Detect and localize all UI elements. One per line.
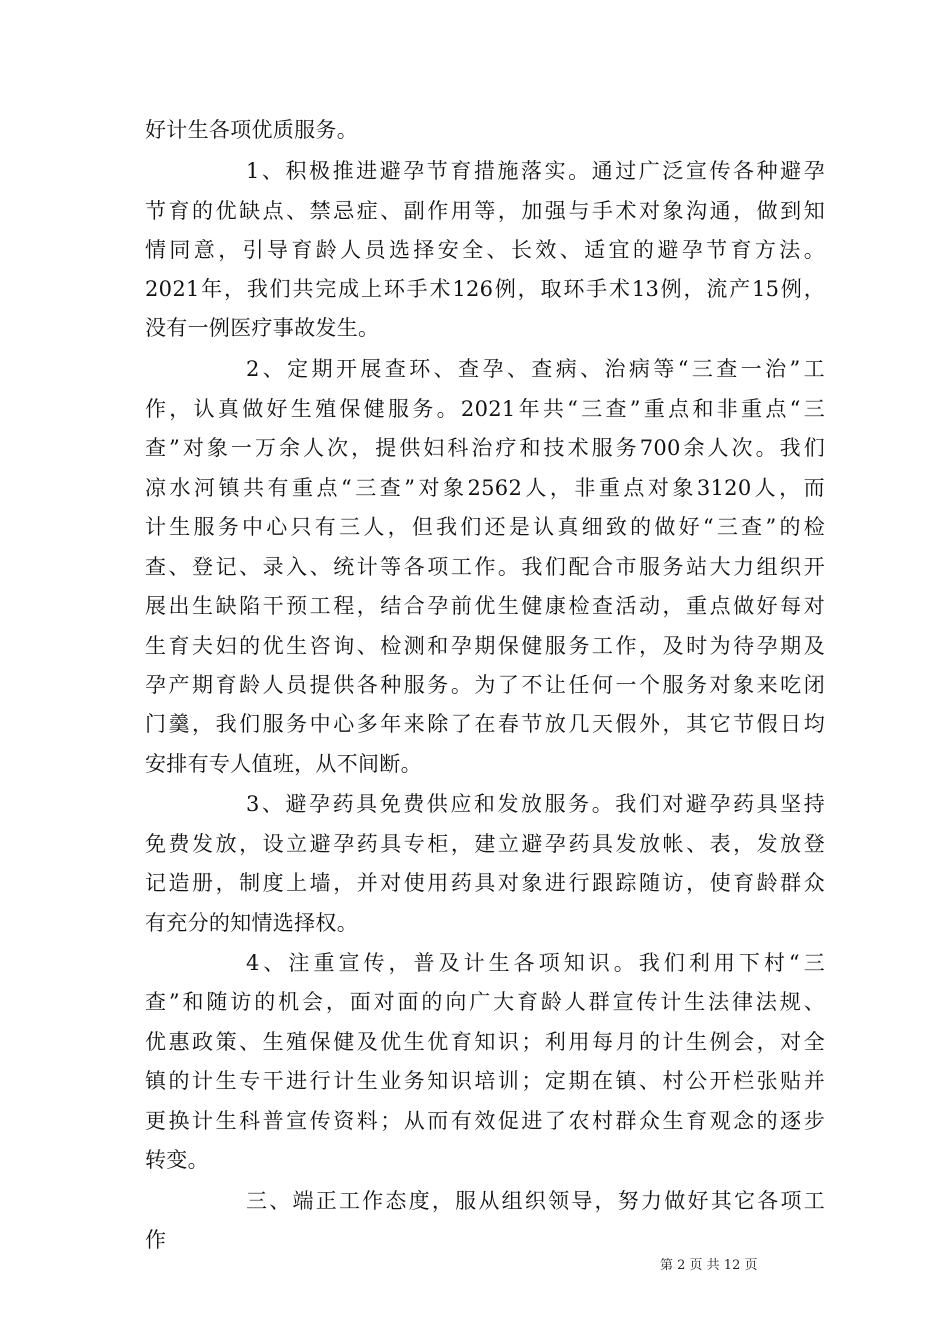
text-line: 查、登记、录入、统计等各项工作。我们配合市服务站大力组织开 [145,555,825,579]
text-line: 凉水河镇共有重点“三查”对象2562人，非重点对象3120人，而 [145,476,825,500]
text-line: 安排有专人值班，从不间断。 [145,752,422,776]
text-line: 门羹，我们服务中心多年来除了在春节放几天假外，其它节假日均 [145,712,825,736]
text-line: 镇的计生专干进行计生业务知识培训；定期在镇、村公开栏张贴并 [145,1069,825,1093]
text-line: 作，认真做好生殖保健服务。2021年共“三查”重点和非重点“三 [145,397,825,421]
text-line: 有充分的知情选择权。 [145,911,358,935]
text-line: 节育的优缺点、禁忌症、副作用等，加强与手术对象沟通，做到知 [145,199,825,223]
text-line: 好计生各项优质服务。 [145,118,358,142]
text-line: 孕产期育龄人员提供各种服务。为了不让任何一个服务对象来吃闭 [145,673,825,697]
text-line: 记造册，制度上墙，并对使用药具对象进行跟踪随访，使育龄群众 [145,871,825,895]
text-line: 作 [145,1228,167,1252]
text-line: 更换计生科普宣传资料；从而有效促进了农村群众生育观念的逐步 [145,1109,825,1133]
text-line: 展出生缺陷干预工程，结合孕前优生健康检查活动，重点做好每对 [145,594,825,618]
text-line: 查”对象一万余人次，提供妇科治疗和技术服务700余人次。我们 [145,436,825,460]
text-line: 转变。 [145,1148,209,1172]
text-line: 计生服务中心只有三人，但我们还是认真细致的做好“三查”的检 [145,515,825,539]
text-line: 优惠政策、生殖保健及优生优育知识；利用每月的计生例会，对全 [145,1030,825,1054]
text-line: 没有一例医疗事故发生。 [145,316,380,340]
section-heading: 三、端正工作态度，服从组织领导，努力做好其它各项工 [246,1189,825,1213]
text-line: 情同意，引导育龄人员选择安全、长效、适宜的避孕节育方法。 [145,238,825,262]
paragraph-1-start: 1、积极推进避孕节育措施落实。通过广泛宣传各种避孕 [246,159,825,183]
page-number-footer: 第 2 页 共 12 页 [660,1258,758,1273]
text-line: 2021年，我们共完成上环手术126例，取环手术13例，流产15例， [145,277,825,301]
text-line: 生育夫妇的优生咨询、检测和孕期保健服务工作，及时为待孕期及 [145,634,825,658]
paragraph-2-start: 2、定期开展查环、查孕、查病、治病等“三查一治”工 [246,357,825,381]
paragraph-4-start: 4、注重宣传，普及计生各项知识。我们利用下村“三 [246,951,825,975]
paragraph-3-start: 3、避孕药具免费供应和发放服务。我们对避孕药具坚持 [246,792,825,816]
text-line: 查”和随访的机会，面对面的向广大育龄人群宣传计生法律法规、 [145,990,825,1014]
text-line: 免费发放，设立避孕药具专柜，建立避孕药具发放帐、表，发放登 [145,832,825,856]
